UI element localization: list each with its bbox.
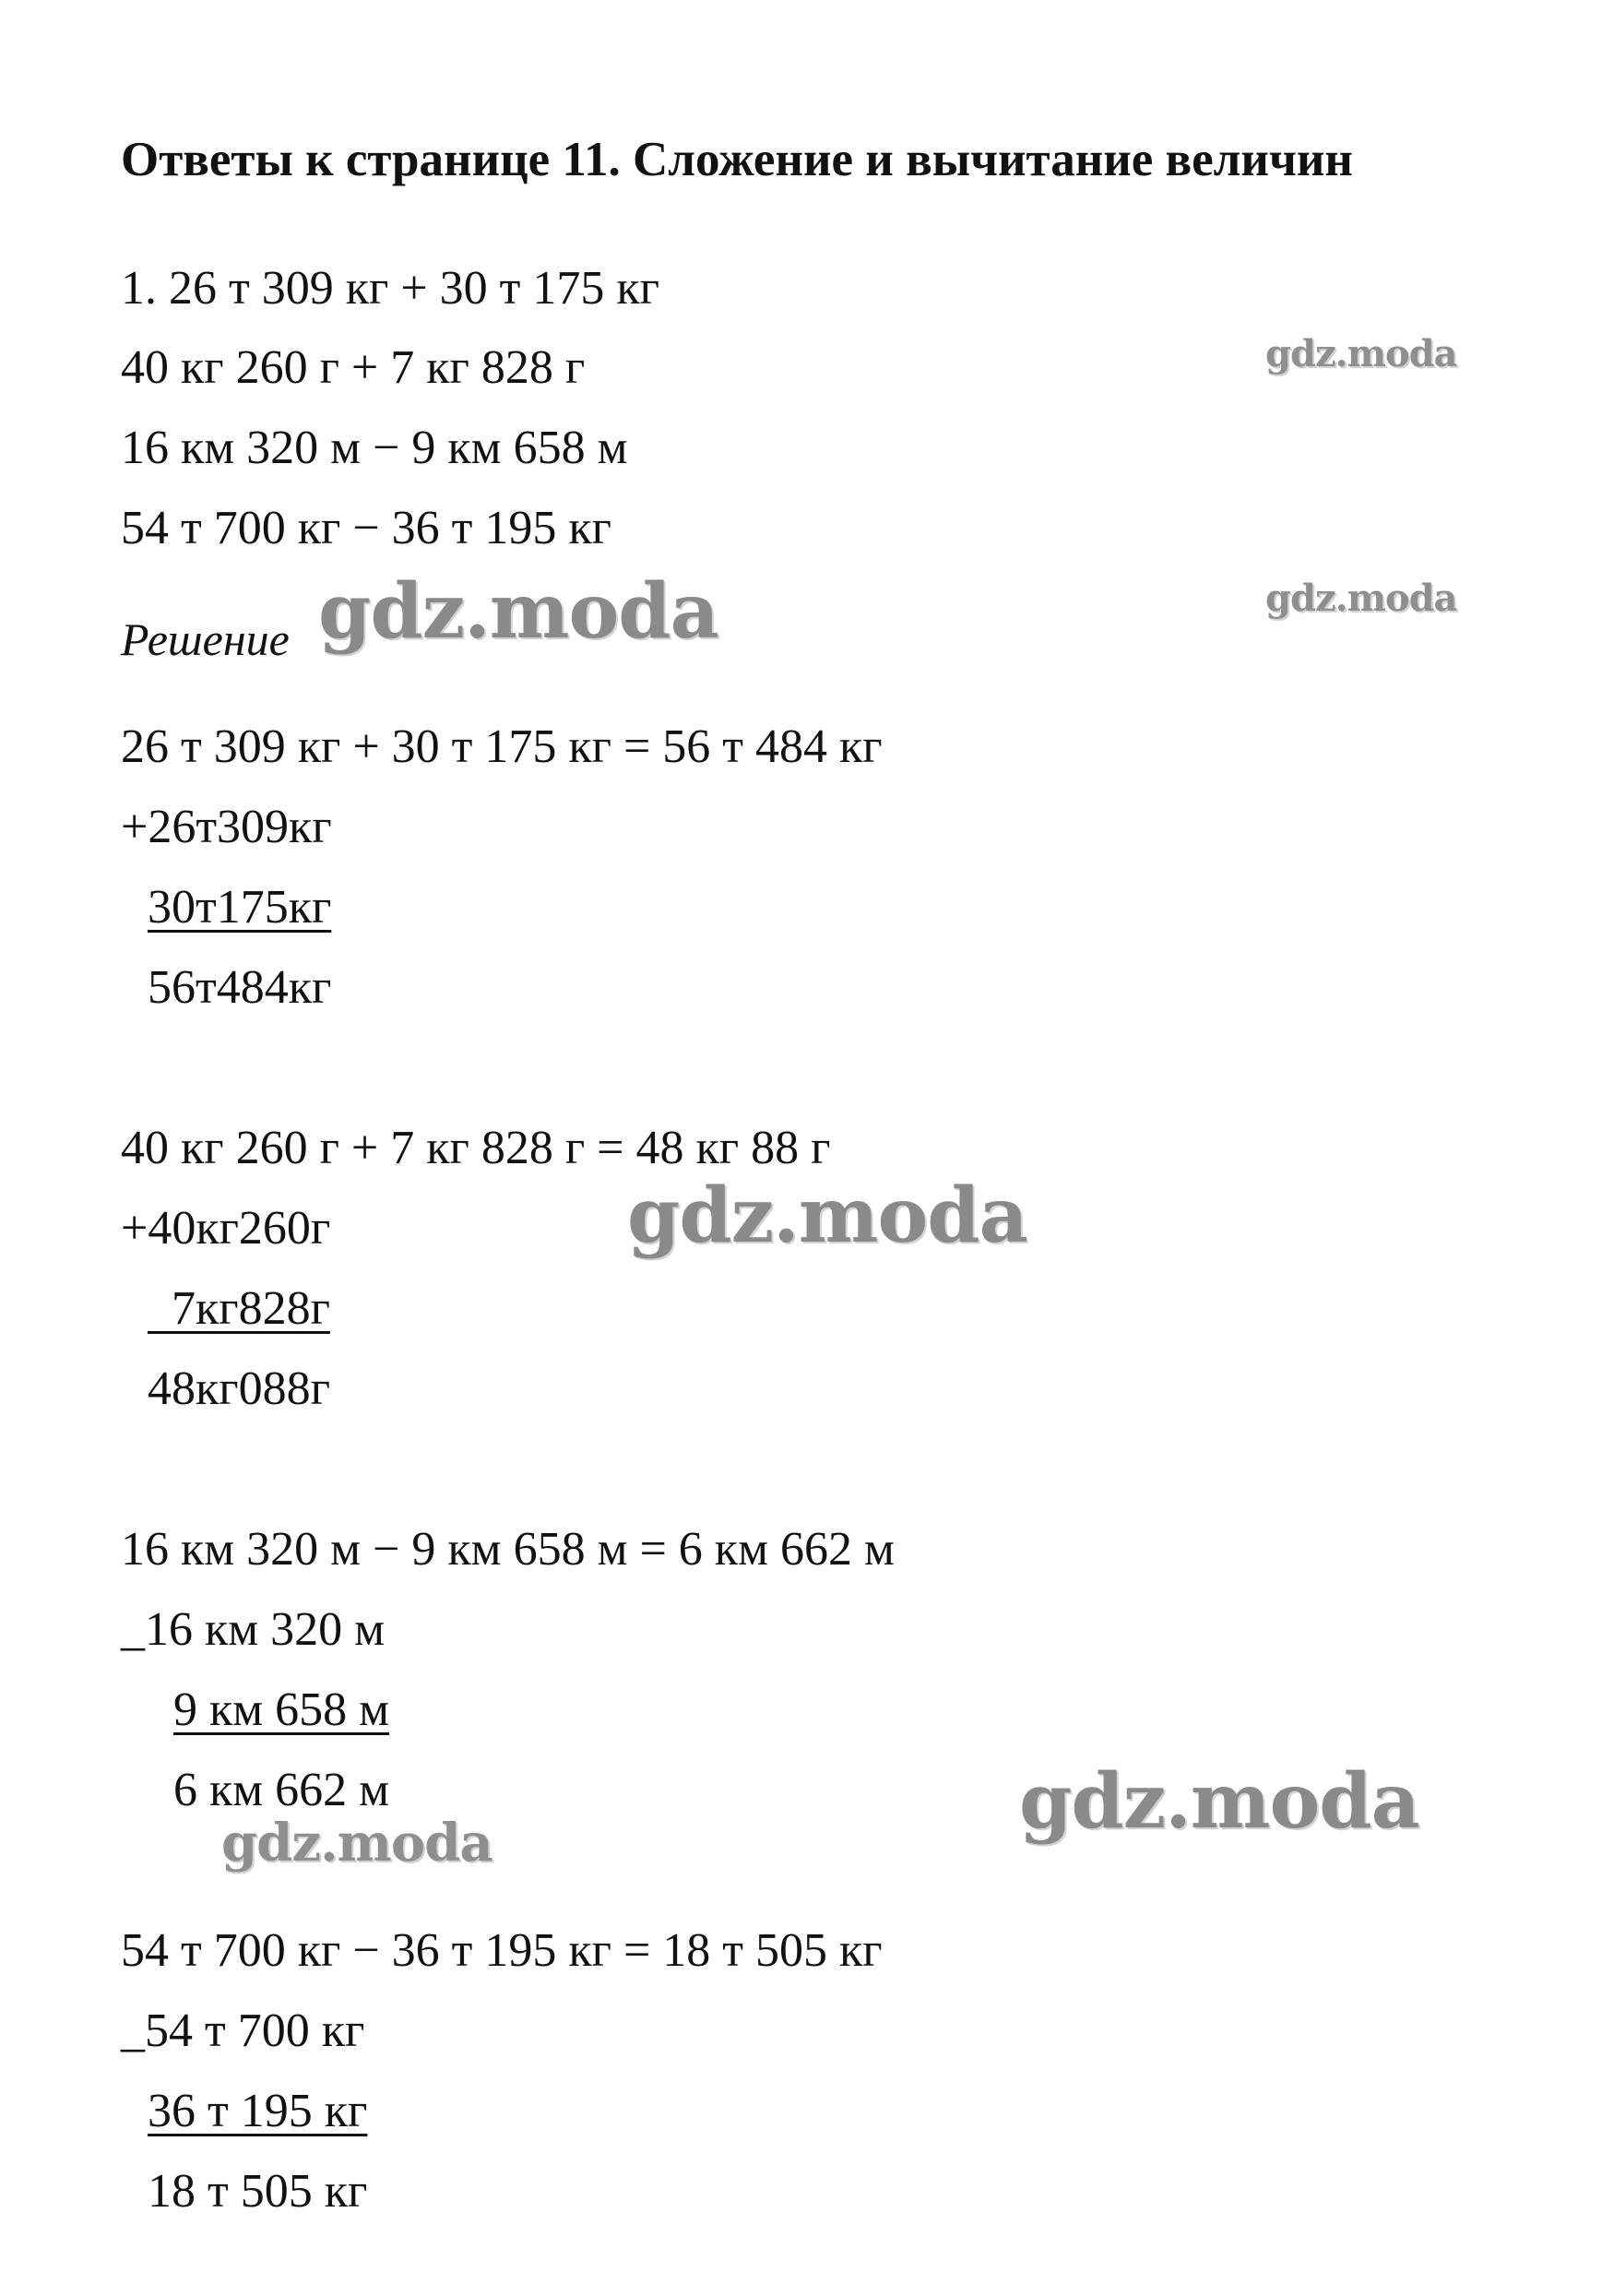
solution-4-result: 18 т 505 кг [148, 2165, 368, 2218]
solution-4-top: _54 т 700 кг [121, 2005, 365, 2057]
watermark-logo: gdz.moda [221, 1813, 493, 1874]
task-line-2: 40 кг 260 г + 7 кг 828 г [121, 341, 586, 394]
solution-1-bottom: 30т175кг [148, 881, 332, 934]
task-line-4: 54 т 700 кг − 36 т 195 кг [121, 502, 611, 554]
watermark-logo: gdz.moda [1265, 577, 1457, 620]
solution-4-bottom: 36 т 195 кг [148, 2085, 368, 2137]
watermark-logo: gdz.moda [1019, 1757, 1419, 1846]
solution-2-equation: 40 кг 260 г + 7 кг 828 г = 48 кг 88 г [121, 1122, 831, 1174]
watermark-logo: gdz.moda [318, 567, 718, 656]
page-title: Ответы к странице 11. Сложение и вычитание величин [121, 133, 1353, 186]
watermark-logo: gdz.moda [627, 1172, 1027, 1260]
solution-2-top: +40кг260г [121, 1202, 331, 1255]
solution-2-bottom: 7кг828г [148, 1282, 330, 1335]
task-line-1: 1. 26 т 309 кг + 30 т 175 кг [121, 262, 659, 315]
solution-4-equation: 54 т 700 кг − 36 т 195 кг = 18 т 505 кг [121, 1924, 883, 1977]
solution-1-result: 56т484кг [148, 961, 332, 1014]
solution-2-result: 48кг088г [148, 1362, 330, 1415]
solution-3-top: _16 км 320 м [121, 1603, 386, 1656]
solution-3-equation: 16 км 320 м − 9 км 658 м = 6 км 662 м [121, 1523, 895, 1576]
task-line-3: 16 км 320 м − 9 км 658 м [121, 422, 628, 474]
watermark-logo: gdz.moda [1265, 332, 1457, 375]
solution-1-equation: 26 т 309 кг + 30 т 175 кг = 56 т 484 кг [121, 720, 883, 773]
solution-3-result: 6 км 662 м [173, 1764, 390, 1816]
solution-3-bottom: 9 км 658 м [173, 1683, 390, 1736]
solution-label: Решение [121, 613, 290, 665]
solution-1-top: +26т309кг [121, 801, 332, 853]
